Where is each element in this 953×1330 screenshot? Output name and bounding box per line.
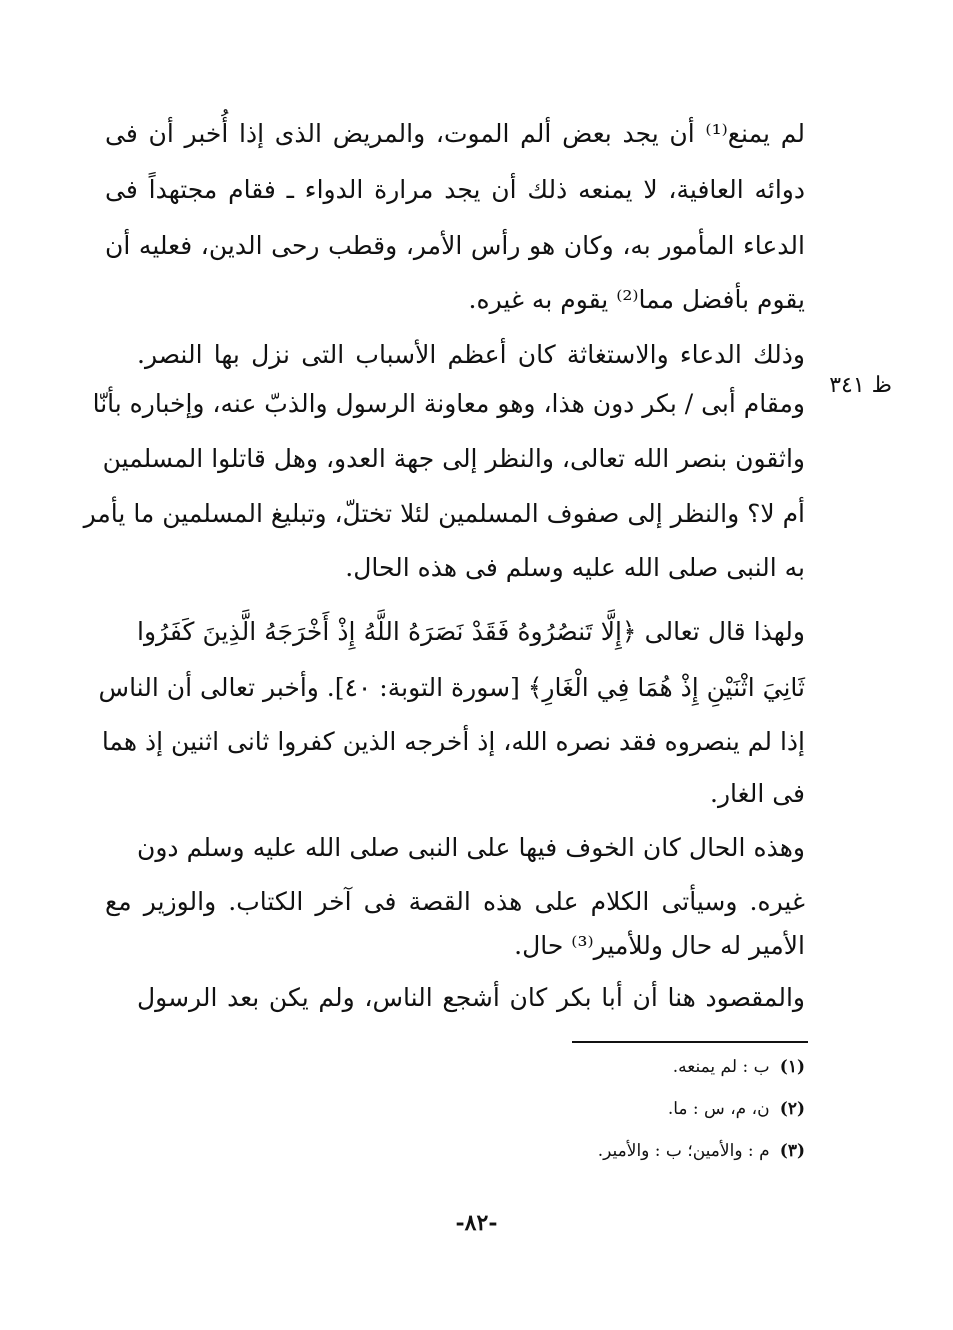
footnote-number: (٣) xyxy=(779,1141,805,1161)
paragraph-first-line: ومقام أبى / بكر دون هذا، وهو معاونة الرسول والذبّ عنه، وإخباره بأنّا xyxy=(92,389,805,418)
text-line: الأمير له حال وللأمير⁽³⁾ حال. xyxy=(514,931,805,960)
footnote-text: م : والأمين؛ ب : والأمير. xyxy=(597,1141,770,1161)
footnote xyxy=(505,1134,805,1168)
text-line: فى الغار. xyxy=(710,779,805,808)
footnote-number: (٢) xyxy=(779,1099,805,1119)
paragraph-first-line: وذلك الدعاء والاستغاثة كان أعظم الأسباب التى نزل بها النصر. xyxy=(137,340,805,369)
text-line: يقوم بأفضل مما⁽²⁾ يقوم به غيره. xyxy=(468,285,805,314)
page-number: -٨٢- xyxy=(455,1210,498,1236)
text-line: أم لا؟ والنظر إلى صفوف المسلمين لئلا تختلّ، وتبليغ المسلمين ما يأمر xyxy=(83,499,805,528)
paragraph-first-line: والمقصود هنا أن أبا بكر كان أشجع الناس، ولم يكن بعد الرسول xyxy=(137,983,805,1012)
text-line: ثَانِيَ اثْنَيْنِ إِذْ هُمَا فِي الْغَارِ﴾ [سورة التوبة: ٤٠]. وأخبر تعالى أن الناس xyxy=(98,673,805,702)
text-line: واثقون بنصر الله تعالى، والنظر إلى جهة العدو، وهل قاتلوا المسلمين xyxy=(102,444,805,473)
margin-folio-reference: ظ ٣٤١ xyxy=(829,373,892,398)
text-line: غيره. وسيأتى الكلام على هذه القصة فى آخر الكتاب. والوزير مع xyxy=(105,887,805,916)
footnote-number: (١) xyxy=(779,1057,805,1077)
text-line: به النبى صلى الله عليه وسلم فى هذه الحال. xyxy=(345,553,805,582)
footnote-separator xyxy=(572,1041,808,1043)
text-line: دوائه العافية، لا يمنعه ذلك أن يجد مرارة الدواء ـ فقام مجتهداً فى xyxy=(105,175,805,204)
footnote xyxy=(505,1050,805,1084)
paragraph-first-line: ولهذا قال تعالى ﴿إِلَّا تَنصُرُوهُ فَقَدْ نَصَرَهُ اللَّهُ إِذْ أَخْرَجَهُ الَّذِينَ كَفَرُوا xyxy=(137,617,805,646)
footnote-text: ب : لم يمنعه. xyxy=(672,1057,770,1077)
text-line: إذا لم ينصروه فقد نصره الله، إذ أخرجه الذين كفروا ثانى اثنين إذ هما xyxy=(101,727,805,756)
paragraph-first-line: وهذه الحال كان الخوف فيها على النبى صلى الله عليه وسلم دون xyxy=(137,833,805,862)
footnote xyxy=(505,1092,805,1126)
text-line: لم يمنع⁽¹⁾ أن يجد بعض ألم الموت، والمريض الذى إذا أُخبر أن فى xyxy=(105,119,805,148)
footnote-text: ن، م، س : ما. xyxy=(667,1099,770,1119)
text-line: الدعاء المأمور به، وكان هو رأس الأمر، وقطب رحى الدين، فعليه أن xyxy=(105,231,805,260)
